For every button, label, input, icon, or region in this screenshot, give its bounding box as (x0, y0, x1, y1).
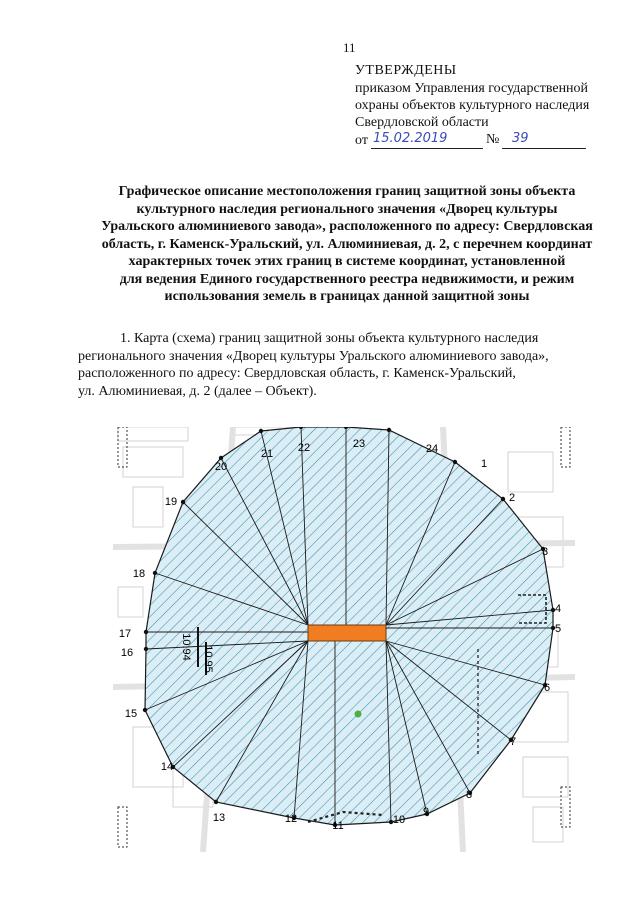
approval-line-1: приказом Управления государственной (355, 81, 589, 96)
point-label-12: 12 (284, 813, 298, 825)
point-label-7: 7 (509, 736, 517, 748)
boundary-point (501, 497, 505, 501)
green-marker (355, 711, 362, 718)
point-label-6: 6 (543, 682, 551, 694)
document-heading (78, 183, 616, 306)
heading-line: характерных точек этих границ в системе координат, установленной (128, 254, 566, 269)
map-frame-mark (118, 807, 127, 847)
point-label-16: 16 (120, 647, 134, 659)
point-label-23: 23 (352, 438, 366, 450)
point-label-10: 10 (392, 814, 406, 826)
boundary-point (144, 647, 148, 651)
boundary-point (143, 708, 147, 712)
point-label-14: 14 (160, 761, 174, 773)
heading-line: Уральского алюминиевого завода», расположенного по адресу: Свердловская (101, 219, 593, 234)
handwritten-date: 15.02.2019 (373, 131, 448, 146)
point-label-20: 20 (214, 461, 228, 473)
point-label-21: 21 (260, 448, 274, 460)
approval-from-label: от (355, 133, 368, 148)
boundary-point (259, 429, 263, 433)
heading-line: культурного наследия регионального значения «Дворец культуры (136, 201, 558, 217)
paragraph-line: ул. Алюминиевая, д. 2 (далее – Объект). (78, 383, 317, 399)
number-label: № (486, 132, 500, 147)
point-label-8: 8 (465, 789, 473, 801)
cultural-heritage-object (308, 625, 386, 641)
paragraph-line: расположенного по адресу: Свердловская область, г. Каменск-Уральский, (78, 366, 516, 381)
boundary-point (181, 500, 185, 504)
point-label-17: 17 (118, 628, 132, 640)
boundary-point (144, 630, 148, 634)
building-outline (118, 587, 143, 617)
point-label-15: 15 (124, 708, 138, 720)
building-outline (118, 427, 188, 441)
map-svg (113, 427, 575, 852)
point-label-1: 1 (480, 458, 488, 470)
building-outline (123, 447, 183, 477)
boundary-point (219, 456, 223, 460)
point-label-9: 9 (422, 806, 430, 818)
heading-line: Графическое описание местоположения границ защитной зоны объекта (118, 184, 576, 199)
heading-line: использования земель в границах данной защитной зоны (164, 289, 530, 304)
point-label-3: 3 (541, 546, 549, 558)
building-outline (508, 452, 553, 492)
page-number: 11 (343, 40, 356, 55)
number-underline (502, 148, 586, 149)
boundary-point (453, 460, 457, 464)
heading-line: для ведения Единого государственного реестра недвижимости, и режим (119, 271, 575, 287)
protection-zone-map (113, 427, 575, 852)
boundary-point (153, 571, 157, 575)
boundary-point (214, 800, 218, 804)
handwritten-number: 39 (512, 131, 529, 146)
heading-line: область, г. Каменск-Уральский, ул. Алюминиевая, д. 2, с перечнем координат (101, 236, 593, 252)
map-paragraph (78, 330, 618, 400)
approval-title: УТВЕРЖДЕНЫ (355, 63, 457, 78)
approval-line-2: охраны объектов культурного наследия (355, 98, 590, 113)
paragraph-line: регионального значения «Дворец культуры Уральского алюминиевого завода», (78, 348, 549, 364)
point-label-19: 19 (164, 496, 178, 508)
date-underline (371, 148, 483, 149)
paragraph-line: 1. Карта (схема) границ защитной зоны объекта культурного наследия (120, 331, 539, 346)
map-frame-mark (561, 427, 570, 467)
building-outline (533, 807, 563, 842)
contour-elevation-label: 10.95 (202, 645, 214, 673)
point-label-22: 22 (297, 442, 311, 454)
point-label-2: 2 (508, 492, 516, 504)
point-label-24: 24 (425, 443, 439, 455)
contour-elevation-label: 10.94 (180, 633, 192, 661)
point-label-4: 4 (554, 603, 562, 615)
approval-line-3: Свердловской области (355, 115, 489, 130)
boundary-point (387, 428, 391, 432)
point-label-11: 11 (332, 820, 344, 832)
point-label-18: 18 (132, 568, 146, 580)
point-label-5: 5 (554, 623, 562, 635)
building-outline (133, 487, 163, 527)
point-label-13: 13 (212, 812, 226, 824)
